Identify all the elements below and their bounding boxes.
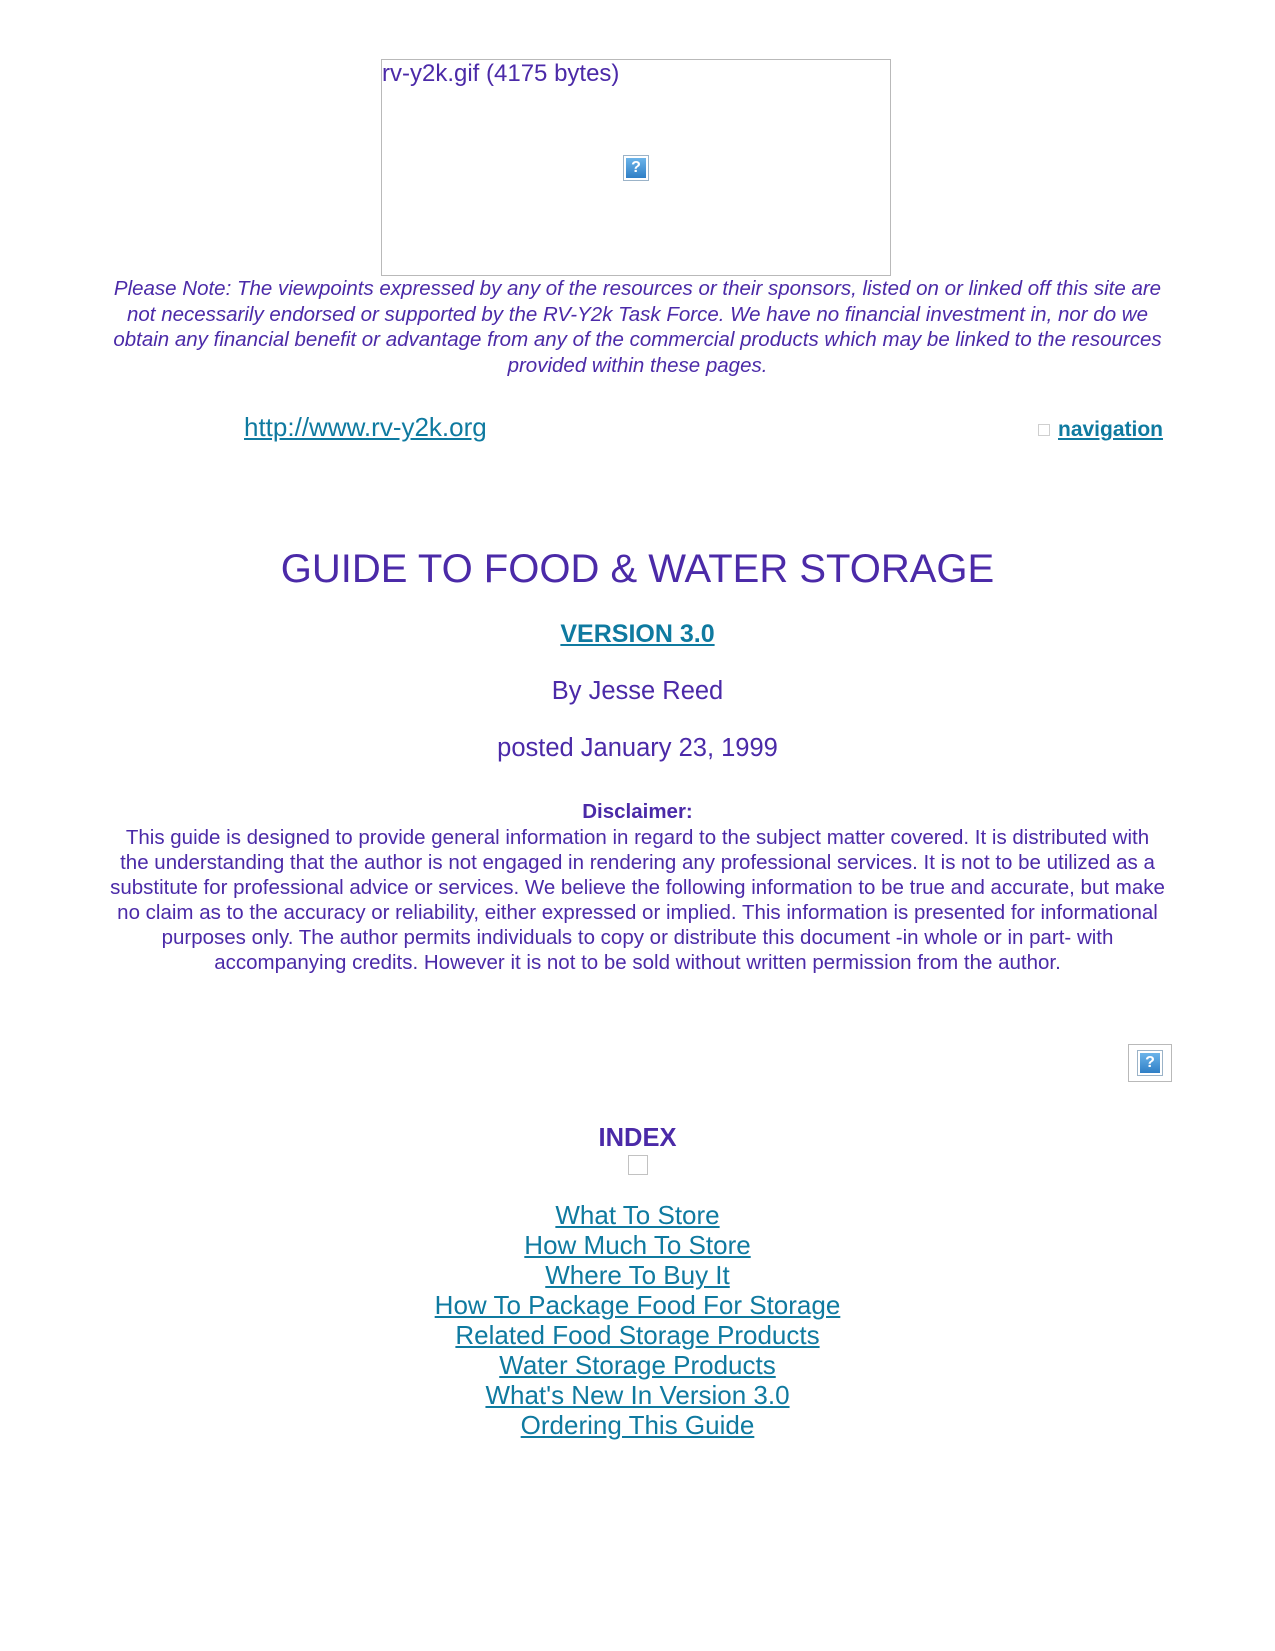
version-link[interactable]: VERSION 3.0 — [560, 620, 715, 648]
version-heading — [0, 620, 1275, 649]
header-image-placeholder — [381, 59, 891, 276]
index-link-how-to-package-food[interactable]: How To Package Food For Storage — [434, 1290, 841, 1320]
disclaimer-text: This guide is designed to provide general information in regard to the subject matter covered. It is distributed with the understanding that the author is not engaged in rendering any professional services. It is not to be utilized as a substitute for professional advice or services. We believe the following information to be true and accurate, but make no claim as to the accuracy or reliability, either expressed or implied. This information is presented for informational purposes only. The author permits individuals to copy or distribute this document -in whole or in part- with accompanying credits. However it is not to be sold without written permission from the author. — [110, 826, 1165, 974]
index-heading: INDEX — [598, 1124, 677, 1152]
index-item — [0, 1260, 1275, 1290]
header-image-alt-text: rv-y2k.gif (4175 bytes) — [382, 60, 620, 87]
index-link-where-to-buy-it[interactable]: Where To Buy It — [545, 1260, 730, 1290]
posted-date: posted January 23, 1999 — [497, 734, 778, 762]
index-link-how-much-to-store[interactable]: How Much To Store — [524, 1230, 751, 1260]
broken-image-icon: ? — [1137, 1050, 1163, 1076]
navigation-link[interactable]: navigation — [1058, 418, 1164, 441]
disclaimer-heading: Disclaimer: — [582, 800, 693, 823]
page-title: GUIDE TO FOOD & WATER STORAGE — [280, 547, 995, 591]
index-item — [0, 1380, 1275, 1410]
author-line: By Jesse Reed — [551, 677, 724, 705]
index-link-water-storage-products[interactable]: Water Storage Products — [499, 1350, 776, 1380]
index-link-ordering-this-guide[interactable]: Ordering This Guide — [520, 1410, 755, 1440]
navigation-link-group[interactable] — [1038, 418, 1163, 442]
index-link-what-to-store[interactable]: What To Store — [555, 1200, 720, 1230]
note-text: Please Note: The viewpoints expressed by any of the resources or their sponsors, listed on or linked off this site are not necessarily endorsed or supported by the RV-Y2k Task Force. We have no financial investment in, nor do we obtain any financial benefit or advantage from any of the commercial products which may be linked to the resources provided within these pages. — [113, 277, 1162, 377]
site-url-link[interactable]: http://www.rv-y2k.org — [244, 412, 487, 442]
index-image-placeholder-icon — [628, 1155, 648, 1175]
index-item — [0, 1230, 1275, 1260]
index-list — [0, 1200, 1275, 1440]
index-item — [0, 1290, 1275, 1320]
index-item — [0, 1410, 1275, 1440]
index-item — [0, 1320, 1275, 1350]
broken-image-icon: ? — [623, 155, 649, 181]
index-link-whats-new[interactable]: What's New In Version 3.0 — [485, 1380, 790, 1410]
index-link-related-food-storage-products[interactable]: Related Food Storage Products — [455, 1320, 820, 1350]
index-item — [0, 1200, 1275, 1230]
navigation-image-icon — [1038, 424, 1050, 436]
index-item — [0, 1350, 1275, 1380]
side-image-placeholder — [1128, 1044, 1172, 1082]
